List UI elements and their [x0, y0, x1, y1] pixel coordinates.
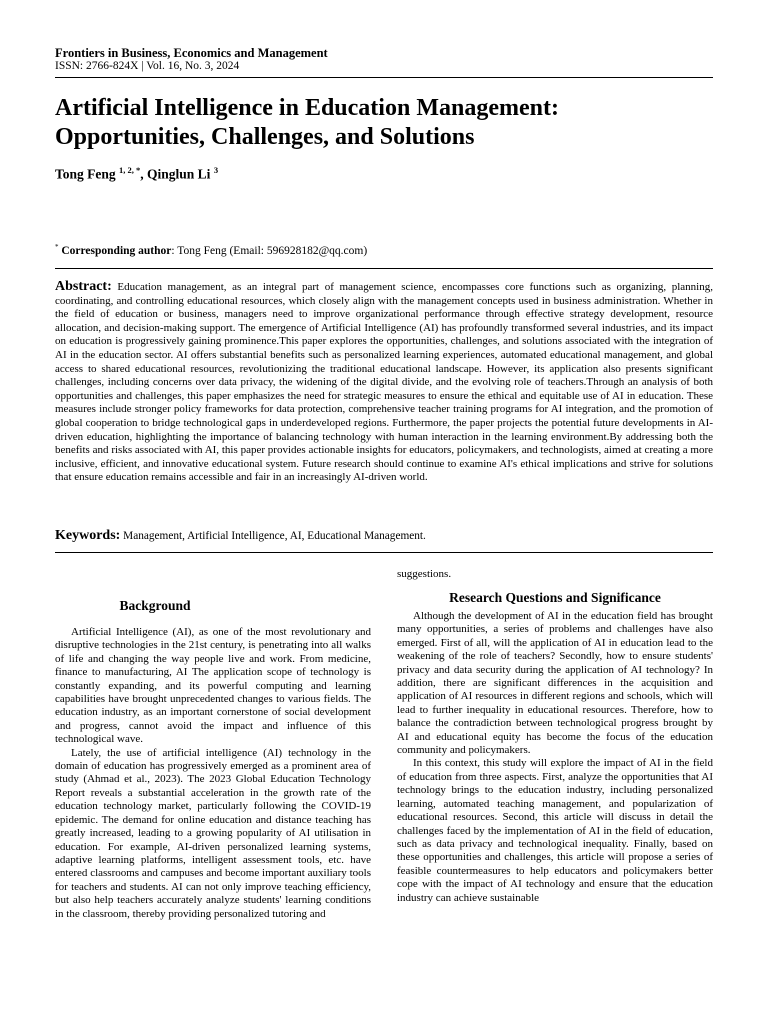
- background-paragraph-1: Artificial Intelligence (AI), as one of the most revolutionary and disruptive technologies in the 21st century, is penetrating into all walks of life and changing the way people live and work. From medicine, finance to manufacturing, AI The application scope of technology is constantly expanding, and its powerful computing and learning capabilities have brought unprecedented changes to various fields. The education industry, as an important cornerstone of social development and progress, cannot avoid the impact and influence of this technological wave.: [55, 626, 371, 746]
- author-1-affiliation: 1, 2, *: [119, 165, 141, 175]
- author-separator: ,: [140, 166, 148, 182]
- research-paragraph-1: Although the development of AI in the education field has brought many opportunities, a series of problems and challenges have also emerged. First of all, will the application of AI in education lead to the weakening of the role of teachers? Secondly, how to ensure students' privacy and data security during the application of AI technology? In addition, there are significant differences in the acquisition and application of AI resources in different regions and schools, which will lead to further inequality in educational resources. Therefore, how to balance the contradiction between technological progress brought by AI and educational equity has become the focus of the education community and policymakers.: [397, 610, 713, 757]
- keywords-text: Management, Artificial Intelligence, AI, Educational Management.: [123, 530, 426, 542]
- header-rule: [55, 77, 713, 78]
- author-list: [55, 165, 218, 183]
- abstract-label: Abstract:: [55, 279, 112, 294]
- author-1: Tong Feng: [55, 166, 116, 182]
- author-2-affiliation: 3: [213, 165, 219, 175]
- right-column: [397, 610, 713, 905]
- abstract-text: Education management, as an integral part of management science, encompasses core functions such as organizing, planning, coordinating, and controlling educational resources, which closely align with the management concepts used in business administration. Whether in the field of education or business, managers need to improve organizational performance through effective strategy development, resource allocation, and decision-making support. The emergence of Artificial Intelligence (AI) has profoundly transformed several industries, and its impact on education is progressively gaining prominence.This paper explores the opportunities, challenges, and solutions associated with the integration of AI in the education sector. AI offers substantial benefits such as personalized learning experiences, automated educational management, and global access to shared educational resources, revolutionizing the traditional educational landscape. However, its application also presents significant challenges, including concerns over data privacy, the widening of the digital divide, and the evolving role of teachers.Through an analysis of both opportunities and challenges, this paper emphasizes the need for strategic measures to ensure the ethical and equitable use of AI in education. These measures include stronger policy frameworks for data protection, comprehensive teacher training programs for AI integration, and the promotion of global cooperation to bridge technological gaps in underdeveloped regions. Furthermore, the paper projects the potential future developments in AI-driven education, highlighting the importance of balancing technology with human interaction in the learning environment.By addressing both the benefits and risks associated with AI, this paper provides actionable insights for educators, policymakers, and technologists, aimed at creating a more inclusive, efficient, and innovative educational system. Future research should continue to examine AI's ethical implications and strive for solutions that ensure education remains accessible and fair in an increasingly AI-driven world.: [55, 281, 713, 484]
- author-2: Qinglun Li: [147, 166, 211, 182]
- keywords-bottom-rule: [55, 552, 713, 553]
- background-paragraph-2: Lately, the use of artificial intelligence (AI) technology in the domain of education has progressively emerged as a prominent area of study (Ahmad et al., 2023). The 2023 Global Education Technology Report reveals a substantial acceleration in the growth rate of the education technology market, particularly following the COVID-19 epidemic. The demand for online education and distance teaching has greatly increased, leading to a growing popularity of AI utilisation in education. For example, AI-driven personalized learning systems, adaptive learning platforms, intelligent assessment tools, etc. have entered classrooms and campuses and become important auxiliary tools for teachers and students. AI can not only improve teaching efficiency, but also help teachers accurately analyze students' learning conditions in the classroom, thereby providing personalized tutoring and: [55, 746, 371, 920]
- keywords-block: [55, 528, 713, 544]
- carryover-text: suggestions.: [397, 568, 452, 580]
- corresponding-label: Corresponding author: [61, 244, 172, 257]
- title-line-1: Artificial Intelligence in Education Management:: [55, 95, 559, 121]
- abstract-top-rule: [55, 268, 713, 269]
- left-column: [55, 626, 371, 921]
- abstract-block: [55, 280, 713, 485]
- section-heading-research-questions: Research Questions and Significance: [449, 590, 661, 605]
- corresponding-mark: *: [55, 243, 59, 251]
- research-paragraph-2: In this context, this study will explore the impact of AI in the field of education from three aspects. First, analyze the opportunities that AI technology brings to the education industry, including personalized learning, automated teaching management, and popularization of educational resources. Second, this article will discuss in detail the challenges faced by the implementation of AI in the field of education, such as data privacy and technological inequality. Finally, based on these opportunities and challenges, this article will propose a series of feasible countermeasures to help educators and policymakers better cope with the impact of AI technology and ensure that the education industry can achieve sustainable: [397, 757, 713, 904]
- section-heading-background: Background: [119, 598, 191, 613]
- corresponding-author-note: [55, 243, 367, 257]
- issn-line: ISSN: 2766-824X | Vol. 16, No. 3, 2024: [55, 60, 240, 72]
- journal-name: Frontiers in Business, Economics and Management: [55, 46, 328, 60]
- paper-title: [55, 94, 715, 152]
- corresponding-text: : Tong Feng (Email: 596928182@qq.com): [171, 244, 368, 257]
- title-line-2: Opportunities, Challenges, and Solutions: [55, 124, 475, 150]
- keywords-label: Keywords:: [55, 528, 121, 543]
